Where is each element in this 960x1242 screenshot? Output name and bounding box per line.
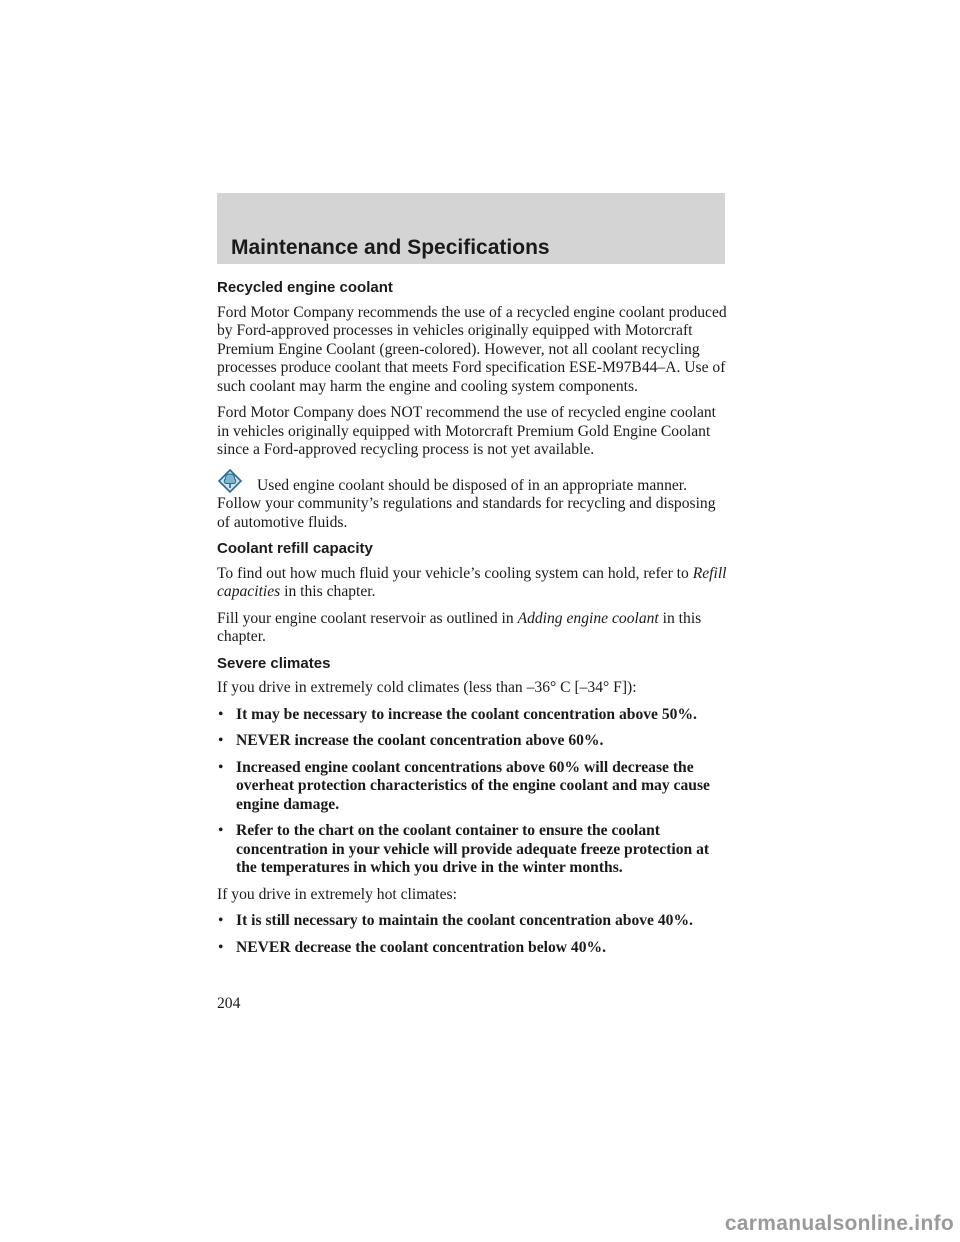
watermark: carmanualsonline.info [724, 1212, 954, 1235]
heading-recycled-engine-coolant: Recycled engine coolant [217, 279, 393, 296]
cold-climate-intro: If you drive in extremely cold climates (less than –36° C [–34° F]): [217, 679, 637, 696]
section-title: Maintenance and Specifications [231, 236, 550, 259]
environment-note-text: Used engine coolant should be disposed of in an appropriate manner. Follow your community’s regulations and standards for recycling and disposing of automotive fluids. [217, 476, 716, 531]
heading-coolant-refill-capacity: Coolant refill capacity [217, 540, 373, 557]
paragraph-refill-1 [217, 565, 729, 602]
list-item: • It may be necessary to increase the coolant concentration above 50%. [217, 706, 729, 725]
adding-engine-coolant-reference: Adding engine coolant [517, 609, 659, 627]
page-number: 204 [217, 995, 241, 1012]
fill-text-b: in this chapter. [217, 609, 702, 645]
list-item: • Refer to the chart on the coolant container to ensure the coolant concentration in your vehicle will provide adequate freeze protection at the temperatures in which you drive in the winter months. [217, 822, 729, 878]
paragraph-recycled-1: Ford Motor Company recommends the use of a recycled engine coolant produced by Ford-approved processes in vehicles originally equipped with Motorcraft Premium Engine Coolant (green-colored). However, not all coolant recycling processes produce coolant that meets Ford specification ESE-M97B44–A. Use of such coolant may harm the engine and cooling system components. [217, 303, 727, 395]
list-item: • NEVER decrease the coolant concentration below 40%. [217, 939, 729, 958]
refill-text-a: To find out how much fluid your vehicle’s cooling system can hold, refer to [217, 564, 689, 582]
fill-text-a: Fill your engine coolant reservoir as outlined in [217, 609, 514, 627]
list-item: • Increased engine coolant concentrations above 60% will decrease the overheat protection characteristics of the engine coolant and may cause engine damage. [217, 759, 729, 815]
hot-climate-intro: If you drive in extremely hot climates: [217, 885, 457, 903]
list-item: • NEVER increase the coolant concentration above 60%. [217, 732, 729, 751]
hot-climate-list [217, 912, 729, 957]
list-item: • It is still necessary to maintain the coolant concentration above 40%. [217, 912, 729, 931]
page-content [217, 279, 729, 965]
paragraph-recycled-2: Ford Motor Company does NOT recommend the use of recycled engine coolant in vehicles originally equipped with Motorcraft Premium Gold Engine Coolant since a Ford-approved recycling process is not yet available. [217, 404, 717, 458]
environment-note [217, 468, 729, 533]
paragraph-refill-2 [217, 610, 729, 647]
section-header-band [217, 193, 725, 264]
cold-climate-list [217, 706, 729, 878]
refill-text-b: in this chapter. [284, 583, 376, 600]
recycle-tree-icon [217, 468, 243, 494]
refill-capacities-reference: Refill capacities [217, 564, 727, 600]
heading-severe-climates: Severe climates [217, 654, 331, 672]
